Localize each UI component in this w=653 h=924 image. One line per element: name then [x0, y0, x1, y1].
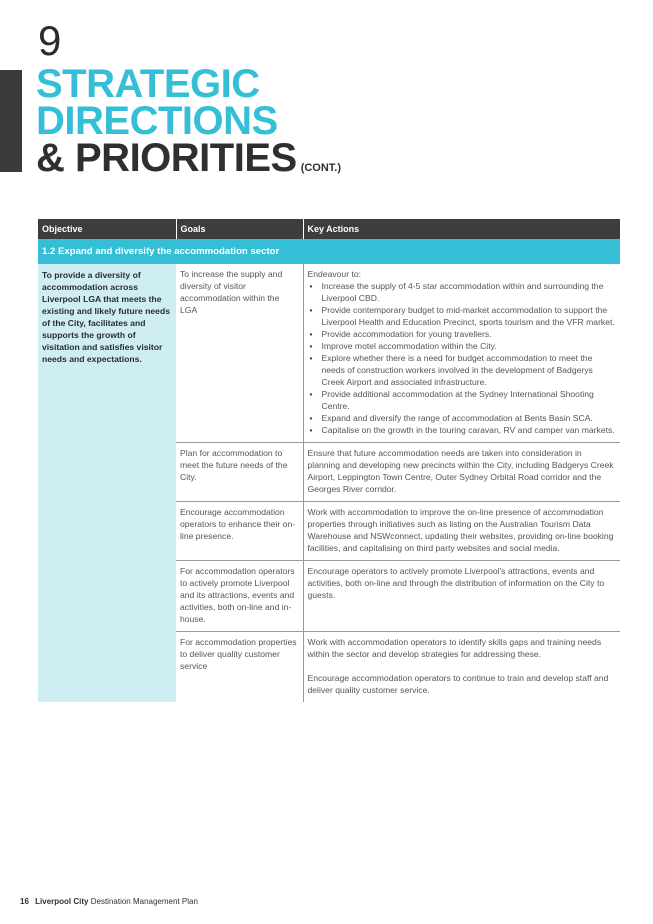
column-header-objective: Objective — [38, 219, 176, 239]
side-tab — [0, 70, 22, 172]
section-heading-row — [38, 239, 620, 264]
table-row — [38, 264, 620, 443]
title-line-2: DIRECTIONS — [36, 99, 278, 143]
actions-list — [308, 280, 617, 436]
action-paragraph: Work with accommodation operators to identify skills gaps and training needs within the sector and develop strategies for addressing these. — [307, 637, 602, 659]
actions-cell — [303, 632, 620, 703]
page-footer — [20, 897, 198, 906]
action-item: • Increase the supply of 4-5 star accommodation within and surrounding the Liverpool CBD. — [308, 280, 617, 304]
actions-cell: Ensure that future accommodation needs are taken into consideration in planning and developing new precincts within the City, including Badgerys Creek Airport, Leppington Town Centre, Outer Sydney Orbital Road corridor and the Georges River corridor. — [303, 443, 620, 502]
goal-cell: Plan for accommodation to meet the future needs of the City. — [176, 443, 303, 502]
chapter-number: 9 — [38, 17, 62, 64]
page-number: 16 — [20, 897, 29, 906]
objective-cell: To provide a diversity of accommodation across Liverpool LGA that meets the existing and likely future needs of the City, facilitates and supports the growth of visitation and satisfies visitor needs and expectations. — [38, 264, 176, 702]
strategy-table — [38, 219, 620, 702]
action-item: • Capitalise on the growth in the touring caravan, RV and camper van markets. — [308, 424, 617, 436]
page-title — [36, 62, 342, 187]
title-line-3: & PRIORITIES — [36, 136, 297, 180]
action-paragraph: Encourage accommodation operators to continue to train and develop staff and deliver quality customer service. — [307, 673, 609, 695]
goal-cell: To increase the supply and diversity of visitor accommodation within the LGA — [176, 264, 303, 443]
actions-cell — [303, 264, 620, 443]
title-suffix: (CONT.) — [300, 162, 342, 174]
actions-intro: Endeavour to: — [307, 269, 362, 279]
footer-doc-title: Destination Management Plan — [90, 897, 198, 906]
goal-cell: For accommodation operators to actively promote Liverpool and its attractions, events and activities, both on-line and in-house. — [176, 561, 303, 632]
footer-city: Liverpool City — [35, 897, 89, 906]
column-header-goals: Goals — [176, 219, 303, 239]
action-item: • Improve motel accommodation within the City. — [308, 340, 617, 352]
goal-cell: For accommodation properties to deliver quality customer service — [176, 632, 303, 703]
column-header-key-actions: Key Actions — [303, 219, 620, 239]
action-item: • Explore whether there is a need for budget accommodation to meet the needs of construction workers involved in the development of Badgerys Creek Airport and associated infrastructure. — [308, 352, 617, 388]
action-item: • Provide accommodation for young travellers. — [308, 328, 617, 340]
title-line-1: STRATEGIC — [36, 62, 260, 106]
action-item: • Provide additional accommodation at the Sydney International Shooting Centre. — [308, 388, 617, 412]
action-item: • Provide contemporary budget to mid-market accommodation to support the Liverpool Health and Education Precinct, sports tourism and the VFR market. — [308, 304, 617, 328]
actions-cell: Work with accommodation to improve the on-line presence of accommodation properties through initiatives such as listing on the Australian Tourism Data Warehouse and NSWconnect, updating their websites, providing on-line booking facilities, and capitalising on third party websites and social media. — [303, 502, 620, 561]
action-item: • Expand and diversify the range of accommodation at Bents Basin SCA. — [308, 412, 617, 424]
table-header-row — [38, 219, 620, 239]
goal-cell: Encourage accommodation operators to enhance their on-line presence. — [176, 502, 303, 561]
section-heading: 1.2 Expand and diversify the accommodation sector — [38, 239, 620, 264]
actions-cell: Encourage operators to actively promote Liverpool's attractions, events and activities, both on-line and through the distribution of information on the City to guests. — [303, 561, 620, 632]
